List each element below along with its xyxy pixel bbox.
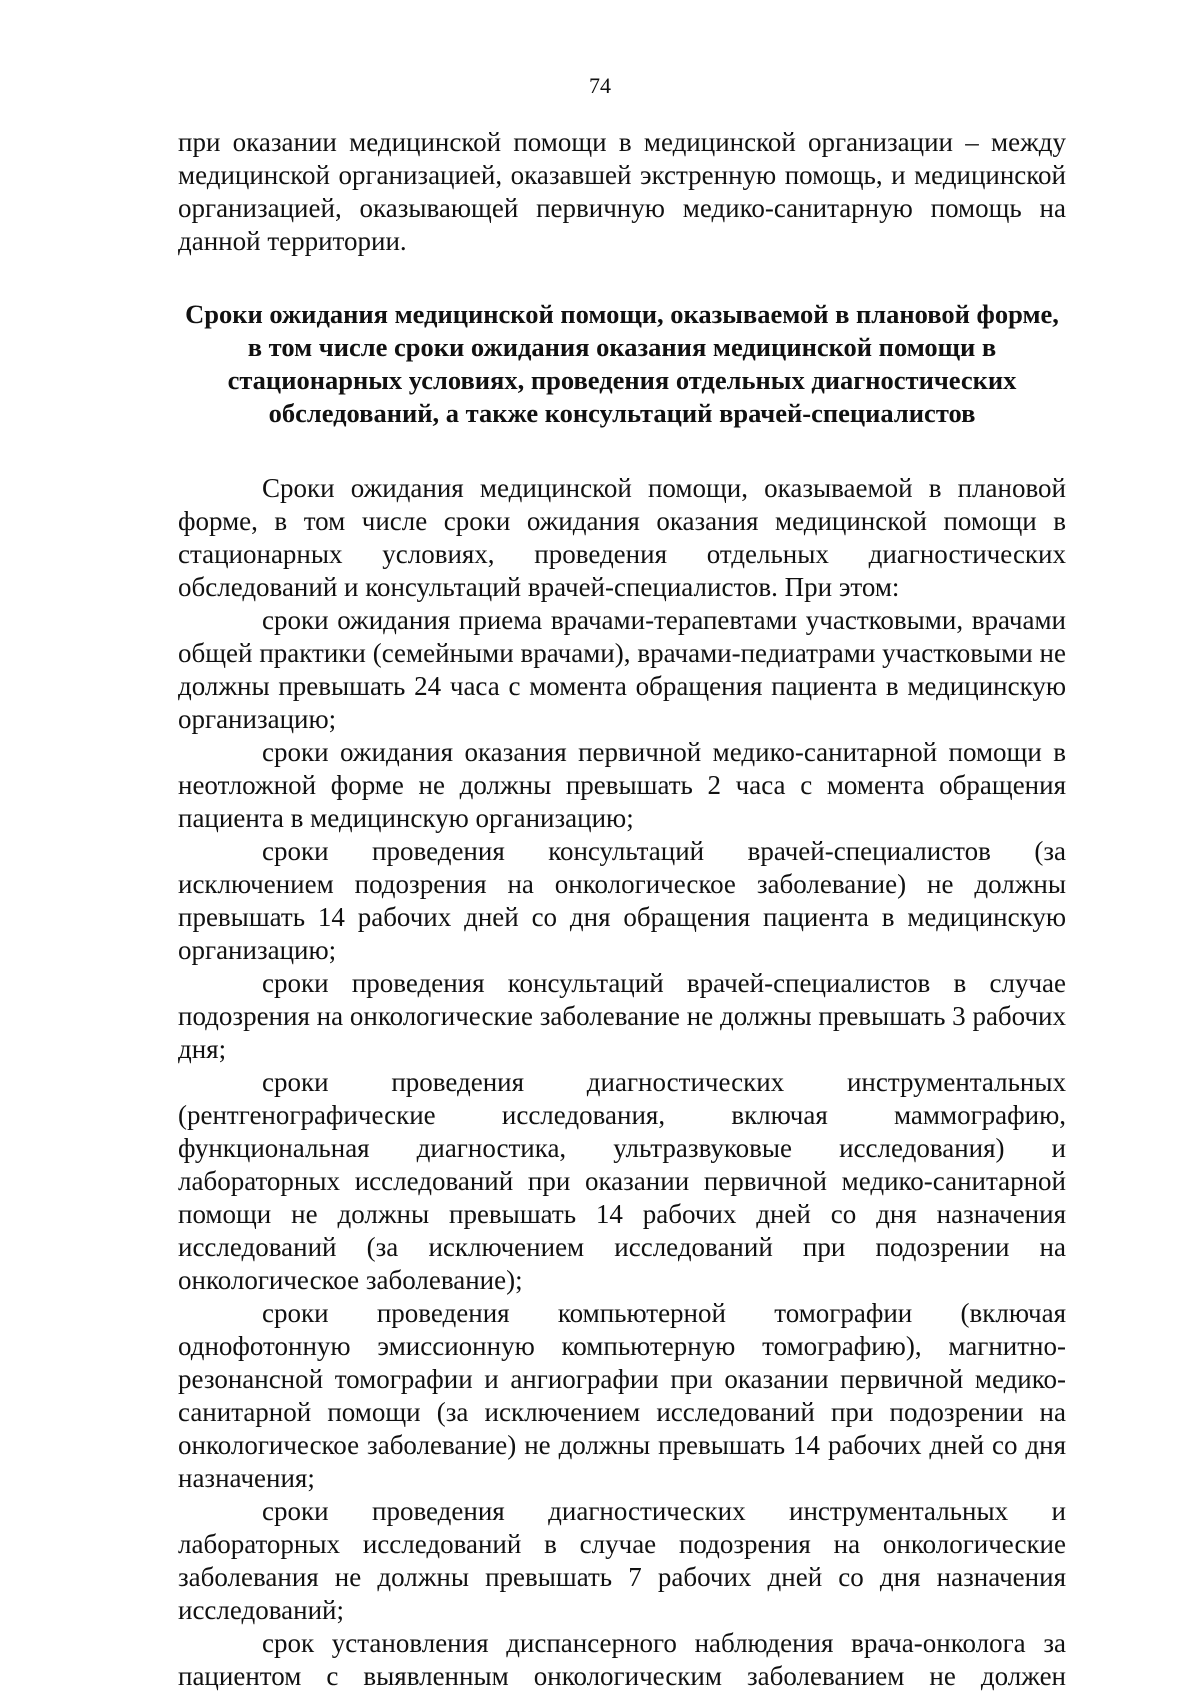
intro-paragraph: при оказании медицинской помощи в медицинской организации – между медицинской организацией, оказавшей экстренную помощь, и медицинской организацией, оказывающей первичную медико-санитарную помощь на данной территории. [178, 127, 1066, 256]
paragraph-urgent-care-wait: сроки ожидания оказания первичной медико-санитарной помощи в неотложной форме не должны превышать 2 часа с момента обращения пациента в медицинскую организацию; [178, 737, 1066, 833]
section-heading: Сроки ожидания медицинской помощи, оказываемой в плановой форме, в том числе сроки ожидания оказания медицинской помощи в стационарных условиях, проведения отдельных диагностических обследований, а также консультаций врачей-специалистов [185, 299, 1059, 428]
paragraph-oncology-consultation-wait: сроки проведения консультаций врачей-специалистов в случае подозрения на онкологические заболевание не должны превышать 3 рабочих дня; [178, 968, 1066, 1064]
paragraph-oncologist-observation: срок установления диспансерного наблюдения врача-онколога за пациентом с выявленным онкологическим заболеванием не должен [178, 1628, 1066, 1691]
paragraph-waiting-times-intro: Сроки ожидания медицинской помощи, оказываемой в плановой форме, в том числе сроки ожидания оказания медицинской помощи в стационарных условиях, проведения отдельных диагностических обследований и консультаций врачей-специалистов. При этом: [178, 473, 1066, 602]
paragraph-ct-mri-wait: сроки проведения компьютерной томографии (включая однофотонную эмиссионную компьютерную томографию), магнитно-резонансной томографии и ангиографии при оказании первичной медико-санитарной помощи (за исключением исследований при подозрении на онкологическое заболевание) не должны превышать 14 рабочих дней со дня назначения; [178, 1298, 1066, 1493]
paragraph-specialist-consultation-wait: сроки проведения консультаций врачей-специалистов (за исключением подозрения на онкологическое заболевание) не должны превышать 14 рабочих дней со дня обращения пациента в медицинскую организацию; [178, 836, 1066, 965]
document-body [178, 126, 1066, 1693]
page-number: 74 [589, 73, 611, 98]
paragraph-primary-physician-wait: сроки ожидания приема врачами-терапевтами участковыми, врачами общей практики (семейными врачами), врачами-педиатрами участковыми не должны превышать 24 часа с момента обращения пациента в медицинскую организацию; [178, 605, 1066, 734]
paragraph-diagnostic-tests-wait: сроки проведения диагностических инструментальных (рентгенографические исследования, включая маммографию, функциональная диагностика, ультразвуковые исследования) и лабораторных исследований при оказании первичной медико-санитарной помощи не должны превышать 14 рабочих дней со дня назначения исследований (за исключением исследований при подозрении на онкологическое заболевание); [178, 1067, 1066, 1295]
paragraph-oncology-diagnostics-wait: сроки проведения диагностических инструментальных и лабораторных исследований в случае подозрения на онкологические заболевания не должны превышать 7 рабочих дней со дня назначения исследований; [178, 1496, 1066, 1625]
